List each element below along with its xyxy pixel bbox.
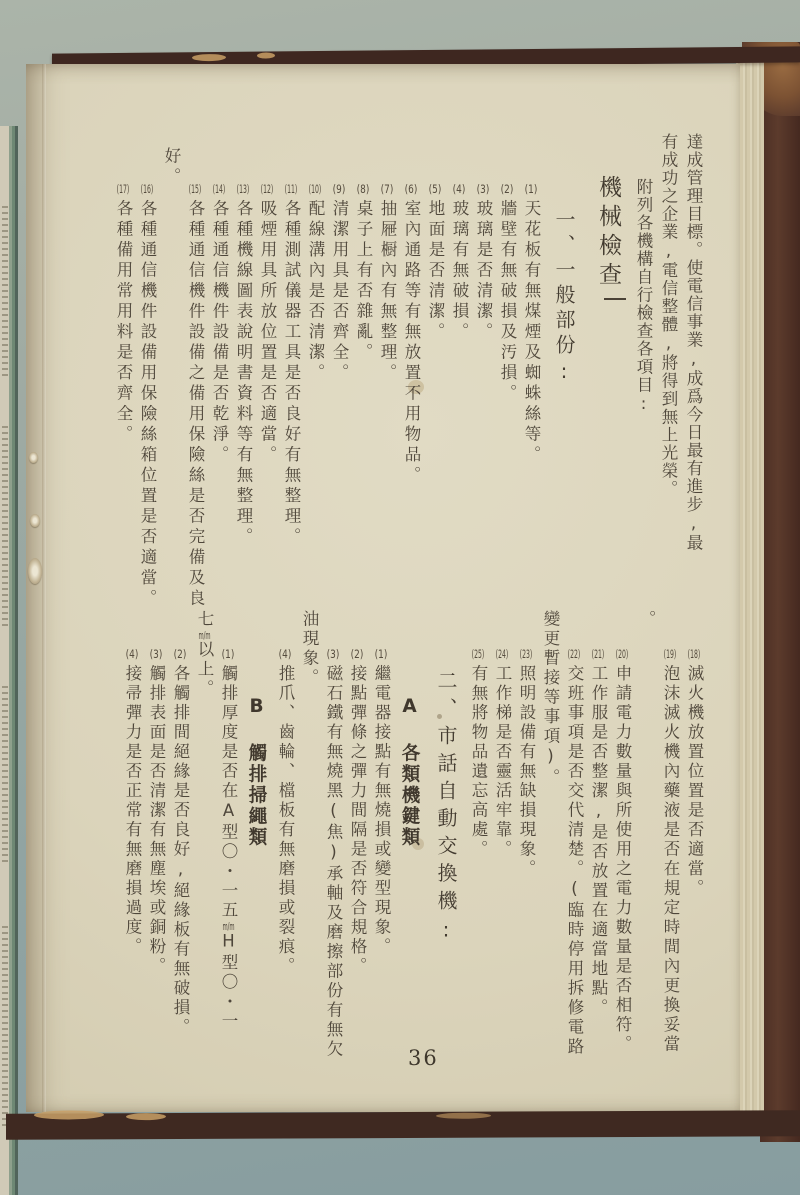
checklist-item: (12)吸煙用具所放位置是否適當。 (258, 183, 277, 466)
item-number: (3) (476, 183, 490, 195)
cont-column: 變更暫接等事項)。 (541, 610, 560, 788)
checklist-item: (4)接帚彈力是否正常有無磨損過度。 (123, 648, 142, 957)
item-number: (7) (380, 183, 394, 195)
item-number: (2) (350, 648, 364, 660)
ghost-text-marks (2, 686, 8, 866)
intro-indent-column: 附列各機構自行檢查各項目: (634, 178, 653, 415)
checklist-item: (25)有無將物品遺忘高處。 (469, 648, 488, 860)
page-number: 36 (408, 1046, 439, 1070)
item-number: (22) (567, 648, 581, 660)
checklist-item: (5)地面是否清潔。 (426, 183, 445, 343)
cont-column: 。 (637, 610, 656, 630)
checklist-item: (16)各種通信機件設備用保險絲箱位置是否適當。 (138, 183, 157, 610)
intro-column: 達成管理目標。使電信事業,成爲今日最有進步,最 (684, 133, 703, 552)
checklist-item: (7)抽屜橱內有無整理。 (378, 183, 397, 384)
checklist-item: (2)各觸排間絕緣是否良好,絕緣板有無破損。 (171, 648, 190, 1038)
item-number: (21) (591, 648, 605, 660)
checklist-item: (2)牆壁有無破損及汚損。 (498, 183, 517, 405)
item-number: (18) (687, 648, 701, 660)
checklist-item: (1)天花板有無煤煙及蜘蛛絲等。 (522, 183, 541, 466)
page-stack-edges (736, 58, 764, 1114)
checklist-item: (18)滅火機放置位置是否適當。 (685, 648, 704, 899)
item-number: (1) (374, 648, 388, 660)
item-number: (20) (615, 648, 629, 660)
item-number: (4) (452, 183, 466, 195)
checklist-item: (4)玻璃有無破損。 (450, 183, 469, 343)
item-number: (24) (495, 648, 509, 660)
item-number: (19) (663, 648, 677, 660)
checklist-item: (9)清潔用具是否齊全。 (330, 183, 349, 384)
item-number: (3) (326, 648, 340, 660)
gutter-crease (42, 64, 46, 1112)
checklist-item: (14)各種通信機件設備是否乾淨。 (210, 183, 229, 466)
item-number: (12) (260, 183, 274, 195)
ghost-text-marks (2, 426, 8, 626)
checklist-item: (23)照明設備有無缺損現象。 (517, 648, 536, 879)
checklist-item: (4)推爪、齒輪、檔板有無磨損或裂痕。 (276, 648, 295, 977)
cover-wear-spot (192, 54, 226, 61)
item-number: (2) (173, 648, 187, 660)
subheading-column: B 觸排掃繩類 (246, 696, 267, 848)
item-number: (2) (500, 183, 514, 195)
checklist-item: (10)配線溝內是否清潔。 (306, 183, 325, 384)
ghost-text-marks (2, 926, 8, 1126)
mm-unit: m/m (198, 629, 211, 641)
item-number: (4) (278, 648, 292, 660)
item-number: (6) (404, 183, 418, 195)
item-number: (17) (116, 183, 130, 195)
checklist-item: (2)接點彈條之彈力間隔是否符合規格。 (348, 648, 367, 977)
item-number: (14) (212, 183, 226, 195)
checklist-item: (13)各種機線圖表說明書資料等有無整理。 (234, 183, 253, 548)
checklist-item: (8)桌子上有否雜亂。 (354, 183, 373, 364)
item-number: (1) (524, 183, 538, 195)
cont-column: 油現象。 (300, 610, 319, 688)
checklist-item: (15)各種通信機件設備之備用保險絲是否完備及良 (186, 183, 205, 610)
item-number: (25) (471, 648, 485, 660)
cover-wear-spot (126, 1113, 166, 1120)
item-number: (1) (221, 648, 235, 660)
book-cover-bottom-edge (6, 1110, 800, 1139)
checklist-item: (3)觸排表面是否清潔有無塵埃或銅粉。 (147, 648, 166, 977)
item-number: (11) (284, 183, 298, 195)
heading-column: 一、一般部份: (552, 209, 576, 388)
checklist-item: (20)申請電力數量與所使用之電力數量是否相符。 (613, 648, 632, 1055)
cont-column: 七m/m以上。 (195, 610, 214, 699)
checklist-item: (17)各種備用常用料是否齊全。 (114, 183, 133, 446)
item-number: (9) (332, 183, 346, 195)
checklist-item: (21)工作服是否整潔,是否放置在適當地點。 (589, 648, 608, 1018)
checklist-item: (22)交班事項是否交代清楚。(臨時停用拆修電路 (565, 648, 584, 1057)
item-number: (3) (149, 648, 163, 660)
item-number: (8) (356, 183, 370, 195)
title-column: 機械檢查 (585, 133, 631, 603)
cont-column: 好。 (162, 147, 181, 188)
previous-page-edge (0, 126, 18, 1195)
item-number: (16) (140, 183, 154, 195)
checklist-item: (1)觸排厚度是否在A型〇・一五m/mH型〇・一 (219, 648, 238, 1032)
section-general-inspection (111, 133, 706, 610)
binding-hole (29, 452, 38, 463)
item-number: (13) (236, 183, 250, 195)
checklist-item: (11)各種測試儀器工具是否良好有無整理。 (282, 183, 301, 548)
ghost-text-marks (2, 206, 8, 376)
mm-unit: m/m (222, 920, 235, 932)
checklist-item: (3)磁石鐵有無燒黑(焦)承軸及磨擦部份有無欠 (324, 648, 343, 1060)
cover-wear-spot (436, 1113, 491, 1119)
subheading-column: A 各類機鍵類 (399, 696, 420, 848)
intro-column: 有成功之企業,電信整體,將得到無上光榮。 (659, 133, 678, 498)
cover-wear-spot (257, 52, 275, 58)
checklist-item: (19)泡沫滅火機內藥液是否在規定時間內更換妥當 (661, 648, 680, 1055)
item-number: (23) (519, 648, 533, 660)
checklist-item: (24)工作梯是否靈活牢靠。 (493, 648, 512, 860)
checklist-item: (1)繼電器接點有無燒損或變型現象。 (372, 648, 391, 957)
heading-column: 二、市話自動交換機: (434, 670, 458, 949)
item-number: (10) (308, 183, 322, 195)
item-number: (4) (125, 648, 139, 660)
binding-hole (30, 514, 40, 527)
binding-hole (28, 558, 42, 584)
cover-wear-spot (34, 1110, 104, 1119)
checklist-item: (3)玻璃是否清潔。 (474, 183, 493, 343)
item-number: (5) (428, 183, 442, 195)
book-cover-right-edge (760, 42, 800, 1142)
item-number: (15) (188, 183, 202, 195)
checklist-item: (6)室內通路等有無放置不用物品。 (402, 183, 421, 487)
